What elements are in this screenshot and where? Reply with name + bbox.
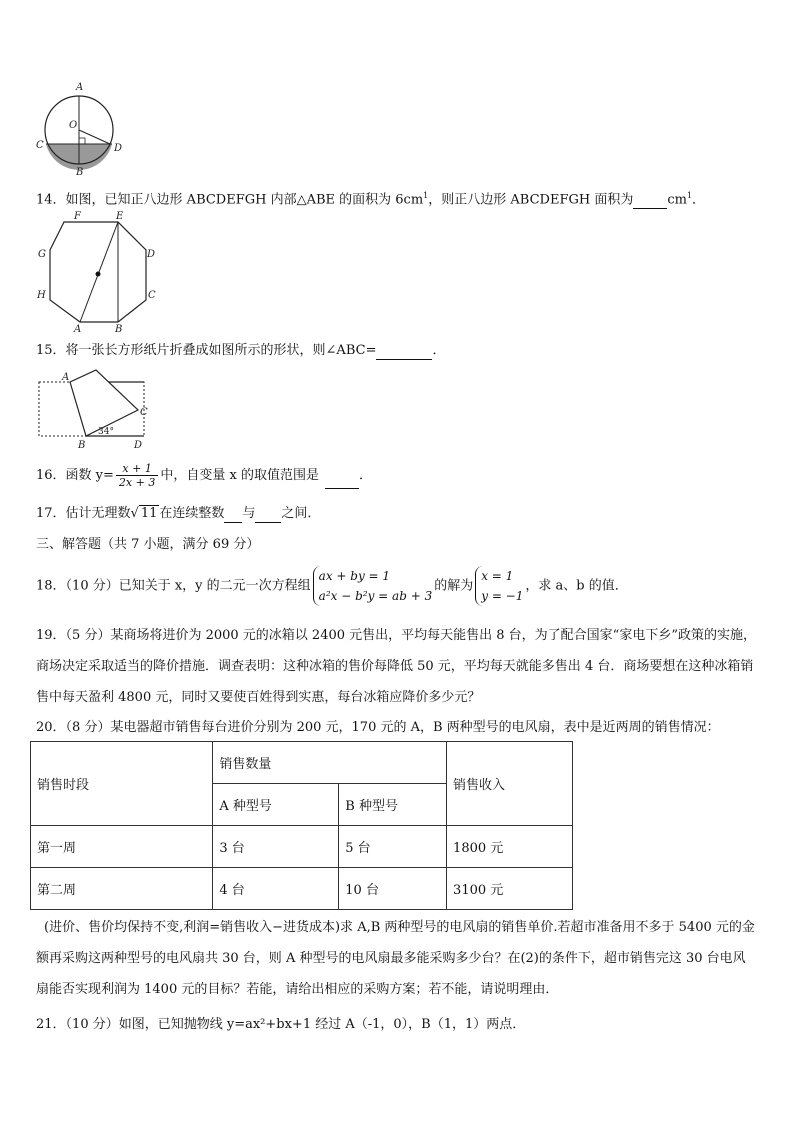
label-e: E: [116, 211, 124, 222]
label-b: B: [76, 167, 84, 176]
label-g: G: [38, 249, 46, 260]
label-c: C: [140, 407, 148, 418]
question-20-body: (进价、售价均保持不变,利润=销售收入−进货成本)求 A,B 两种型号的电风扇的销售单价.若超市准备用不多于 5400 元的金额再采购这两种型号的电风扇共 30 台，则 A 种型号的电风扇最多能采购多少台？在(2)的条件下，超市销售完这 30 台电风扇能否实现利润为 1400 元的目标？若能，请给出相应的采购方案；若不能，请说明理由．: [36, 920, 755, 997]
cell-income: 3100 元: [447, 868, 573, 910]
question-16: 16．函数 y= $\frac{x + 1}{2x + 3}$ 中，自变量 x 的取值范围是 ．: [36, 462, 372, 489]
answer-blank: [376, 359, 432, 360]
question-21: 21．（10 分）如图，已知抛物线 y=ax²+bx+1 经过 A（-1，0），B（1，1）两点．: [36, 1017, 526, 1032]
table-row: [31, 868, 573, 910]
answer-blank: [325, 488, 359, 489]
answer-blank-1: [224, 522, 242, 523]
cell-period: 第一周: [31, 826, 213, 868]
label-o: O: [69, 120, 78, 131]
header-income: 销售收入: [447, 742, 573, 826]
header-type-b: B 种型号: [339, 784, 447, 826]
folded-paper-figure: [34, 366, 164, 452]
cell-period: 第二周: [31, 868, 213, 910]
octagon-figure: [34, 210, 164, 334]
header-period: 销售时段: [31, 742, 213, 826]
label-b: B: [115, 324, 123, 334]
table-row: [31, 826, 573, 868]
label-a: A: [76, 82, 84, 93]
label-d: D: [147, 249, 156, 260]
cell-b: 10 台: [339, 868, 447, 910]
circle-figure: [34, 80, 124, 176]
question-14: 14．如图，已知正八边形 ABCDEFGH 内部△ABE 的面积为 $6cm^1$，则正八边形 ABCDEFGH 面积为 $cm^1$．: [36, 191, 706, 208]
cell-income: 1800 元: [447, 826, 573, 868]
question-17: 17．估计无理数√ 11 在连续整数 与 之间．: [36, 506, 321, 521]
solution-system: x = 1 y = −1: [475, 566, 523, 606]
label-c: C: [148, 290, 156, 301]
cell-a: 4 台: [213, 868, 339, 910]
cell-b: 5 台: [339, 826, 447, 868]
label-d: D: [134, 440, 143, 451]
sqrt-radicand: 11: [140, 506, 158, 521]
label-f: F: [74, 211, 81, 222]
label-h: H: [37, 290, 46, 301]
label-a: A: [62, 372, 70, 383]
equation-system: ax + by = 1 a²x − b²y = ab + 3: [313, 566, 433, 606]
answer-blank: [633, 208, 667, 209]
question-19: 19．（5 分）某商场将进价为 2000 元的冰箱以 2400 元售出，平均每天能售出 8 台，为了配合国家“家电下乡”政策的实施，商场决定采取适当的降价措施．调查表明：这种冰箱的售价每降低 50 元，平均每天就能多售出 4 台．商场要想在这种冰箱销售中每天盈利 4800 元，同时又要使百姓得到实惠，每台冰箱应降价多少元？: [36, 628, 756, 705]
header-type-a: A 种型号: [213, 784, 339, 826]
label-a: A: [74, 324, 82, 334]
section-heading: 三、解答题（共 7 小题，满分 69 分）: [36, 537, 260, 552]
question-15: 15．将一张长方形纸片折叠成如图所示的形状，则∠ABC= ．: [36, 343, 446, 358]
label-c: C: [36, 140, 44, 151]
label-d: D: [114, 143, 123, 154]
angle-label: 34°: [98, 427, 114, 437]
fraction: $\frac{x + 1}{2x + 3}$: [116, 462, 158, 489]
header-quantity: 销售数量: [213, 742, 447, 784]
sales-table: [30, 741, 573, 910]
question-20-intro: 20．（8 分）某电器超市销售每台进价分别为 200 元，170 元的 A，B 两种型号的电风扇，表中是近两周的销售情况：: [36, 720, 720, 735]
question-18: 18．（10 分）已知关于 x，y 的二元一次方程组 ax + by = 1 a²x − b²y = ab + 3 的解为 x = 1 y = −1 ，求 a、b 的值．: [36, 566, 628, 606]
cell-a: 3 台: [213, 826, 339, 868]
answer-blank-2: [255, 522, 281, 523]
label-b: B: [78, 440, 86, 451]
